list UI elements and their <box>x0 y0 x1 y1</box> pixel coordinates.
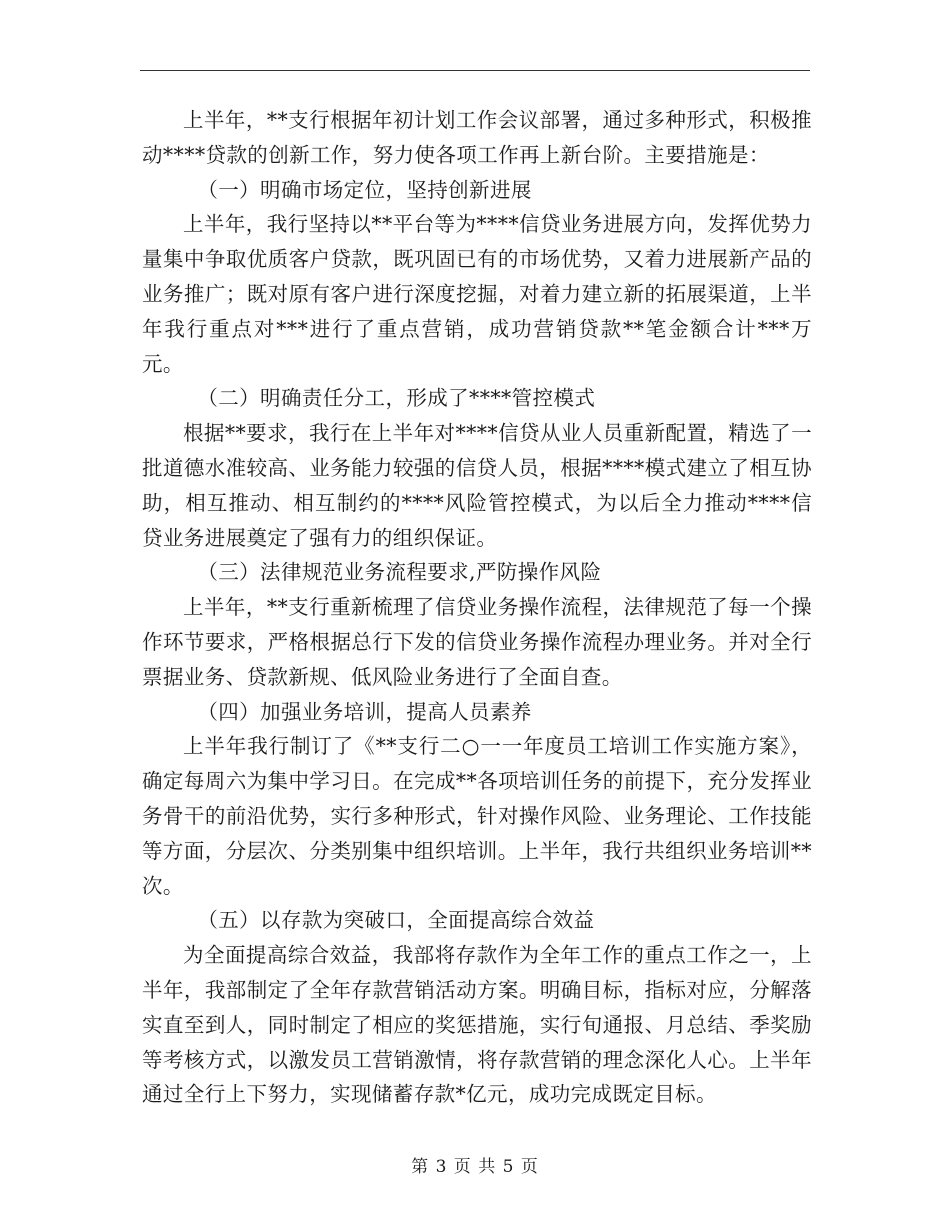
section-1-heading: （一）明确市场定位，坚持创新进展 <box>197 177 532 202</box>
document-body <box>142 103 812 1112</box>
section-5-heading: （五）以存款为突破口，全面提高综合效益 <box>197 908 595 933</box>
section-2-body: 根据**要求，我行在上半年对****信贷从业人员重新配置，精选了一批道德水准较高、业务能力较强的信贷人员，根据****模式建立了相互协助，相互推动、相互制约的****风险管控模式，为以后全力推动****信贷业务进展奠定了强有力的组织保证。 <box>142 421 812 550</box>
section-4-body: 上半年我行制订了《**支行二○一一年度员工培训工作实施方案》，确定每周六为集中学习日。在完成**各项培训任务的前提下，充分发挥业务骨干的前沿优势，实行多种形式，针对操作风险、业务理论、工作技能等方面，分层次、分类别集中组织培训。上半年，我行共组织业务培训**次。 <box>142 734 812 898</box>
header-rule <box>140 70 810 71</box>
section-1-body: 上半年，我行坚持以**平台等为****信贷业务进展方向，发挥优势力量集中争取优质客户贷款，既巩固已有的市场优势，又着力进展新产品的业务推广；既对原有客户进行深度挖掘，对着力建立新的拓展渠道，上半年我行重点对***进行了重点营销，成功营销贷款**笔金额合计***万元。 <box>142 212 812 376</box>
section-2-heading: （二）明确责任分工，形成了****管控模式 <box>197 386 596 411</box>
section-3-body: 上半年，**支行重新梳理了信贷业务操作流程，法律规范了每一个操作环节要求，严格根据总行下发的信贷业务操作流程办理业务。并对全行票据业务、贷款新规、低风险业务进行了全面自查。 <box>142 595 812 689</box>
section-5-body: 为全面提高综合效益，我部将存款作为全年工作的重点工作之一，上半年，我部制定了全年存款营销活动方案。明确目标，指标对应，分解落实直至到人，同时制定了相应的奖惩措施，实行旬通报、月总结、季奖励等考核方式，以激发员工营销激情，将存款营销的理念深化人心。上半年通过全行上下努力，实现储蓄存款*亿元，成功完成既定目标。 <box>142 943 812 1107</box>
intro-paragraph: 上半年，**支行根据年初计划工作会议部署，通过多种形式，积极推动****贷款的创新工作，努力使各项工作再上新台阶。主要措施是： <box>142 108 812 167</box>
section-3-heading: （三）法律规范业务流程要求,严防操作风险 <box>197 560 602 585</box>
page-number: 第 3 页 共 5 页 <box>411 1157 539 1177</box>
section-4-heading: （四）加强业务培训，提高人员素养 <box>197 699 532 724</box>
